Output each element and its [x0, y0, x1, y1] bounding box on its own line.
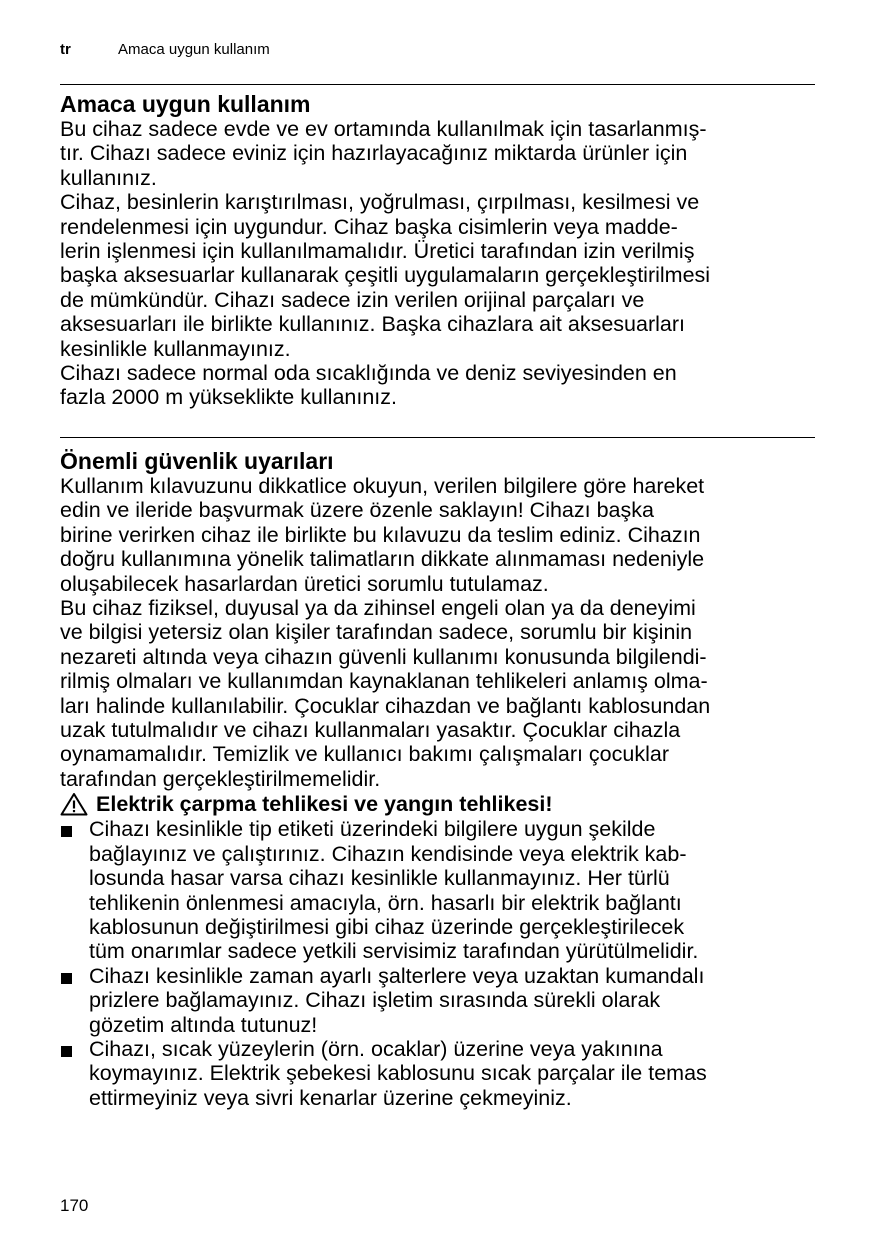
- warning-title-text: Elektrik çarpma tehlikesi ve yangın tehlikesi!: [96, 792, 553, 817]
- list-item-text: Cihazı, sıcak yüzeylerin (örn. ocaklar) üzerine veya yakınına koymayınız. Elektrik şebekesi kablosunu sıcak parçalar ile temas ettirmeyiniz veya sivri kenarlar üzerine çekmeyiniz.: [89, 1036, 707, 1110]
- square-bullet-icon: [61, 1046, 72, 1057]
- list-item: [60, 817, 815, 963]
- paragraph: Bu cihaz sadece evde ve ev ortamında kullanılmak için tasarlanmış- tır. Cihazı sadece eviniz için hazırlayacağınız miktarda ürünler için kullanınız.: [60, 117, 707, 190]
- section-heading: Önemli güvenlik uyarıları: [60, 448, 334, 474]
- square-bullet-icon: [61, 973, 72, 984]
- section-intended-use: [60, 84, 815, 410]
- list-item-text: Cihazı kesinlikle tip etiketi üzerindeki bilgilere uygun şekilde bağlayınız ve çalıştırınız. Cihazın kendisinde veya elektrik kab- losunda hasar varsa cihazı kesinlikle kullanmayınız. Her türlü tehlikenin önlenmesi amacıyla, örn. hasarlı bir elektrik bağlantı kablosunun değiştirilmesi gibi cihaz üzerinde gerçekleştirilecek tüm onarımlar sadece yetkili servisimiz tarafından yürütülmelidir.: [89, 817, 699, 964]
- list-item: [60, 964, 815, 1037]
- paragraph: Kullanım kılavuzunu dikkatlice okuyun, verilen bilgilere göre hareket edin ve ileride başvurmak üzere özenle saklayın! Cihazı başka birine verirken cihaz ile birlikte bu kılavuzu da teslim ediniz. Cihazın doğru kullanımına yönelik talimatların dikkate alınmaması nedeniyle oluşabilecek hasarlardan üretici sorumlu tutulamaz.: [60, 474, 705, 596]
- page-number: 170: [60, 1196, 89, 1215]
- warning-triangle-icon: [60, 792, 88, 816]
- section-divider: [60, 437, 815, 438]
- section-divider: [60, 84, 815, 85]
- square-bullet-icon: [61, 826, 72, 837]
- paragraph: Cihazı sadece normal oda sıcaklığında ve deniz seviyesinden en fazla 2000 m yükseklikte kullanınız.: [60, 361, 677, 410]
- list-item: [60, 1037, 815, 1110]
- warning-title: [60, 791, 815, 817]
- language-code: tr: [60, 41, 71, 58]
- list-item-text: Cihazı kesinlikle zaman ayarlı şalterlere veya uzaktan kumandalı prizlere bağlamayınız. Cihazı işletim sırasında sürekli olarak gözetim altında tutunuz!: [89, 963, 705, 1037]
- paragraph: Bu cihaz fiziksel, duyusal ya da zihinsel engeli olan ya da deneyimi ve bilgisi yetersiz olan kişiler tarafından sadece, sorumlu bir kişinin nezareti altında veya cihazın güvenli kullanımı konusunda bilgilendi- rilmiş olmaları ve kullanımdan kaynaklanan tehlikeleri anlamış olma- ları halinde kullanılabilir. Çocuklar cihazdan ve bağlantı kablosundan uzak tutulmalıdır ve cihazı kullanmaları yasaktır. Çocuklar cihazla oynamamalıdır. Temizlik ve kullanıcı bakımı çalışmaları çocuklar tarafından gerçekleştirilmemelidir.: [60, 596, 711, 791]
- paragraph: Cihaz, besinlerin karıştırılması, yoğrulması, çırpılması, kesilmesi ve rendelenmesi için uygundur. Cihaz başka cisimlerin veya madde- lerin işlenmesi için kullanılmamalıdır. Üretici tarafından izin verilmiş başka aksesuarlar kullanarak çeşitli uygulamaların gerçekleştirilmesi de mümkündür. Cihazı sadece izin verilen orijinal parçaları ve aksesuarları ile birlikte kullanınız. Başka cihazlara ait aksesuarları kesinlikle kullanmayınız.: [60, 190, 711, 361]
- section-safety-warnings: [60, 437, 815, 1110]
- section-heading: Amaca uygun kullanım: [60, 91, 311, 117]
- header-title: Amaca uygun kullanım: [118, 41, 270, 58]
- page-header: [60, 40, 270, 60]
- bullet-list: [60, 817, 815, 1110]
